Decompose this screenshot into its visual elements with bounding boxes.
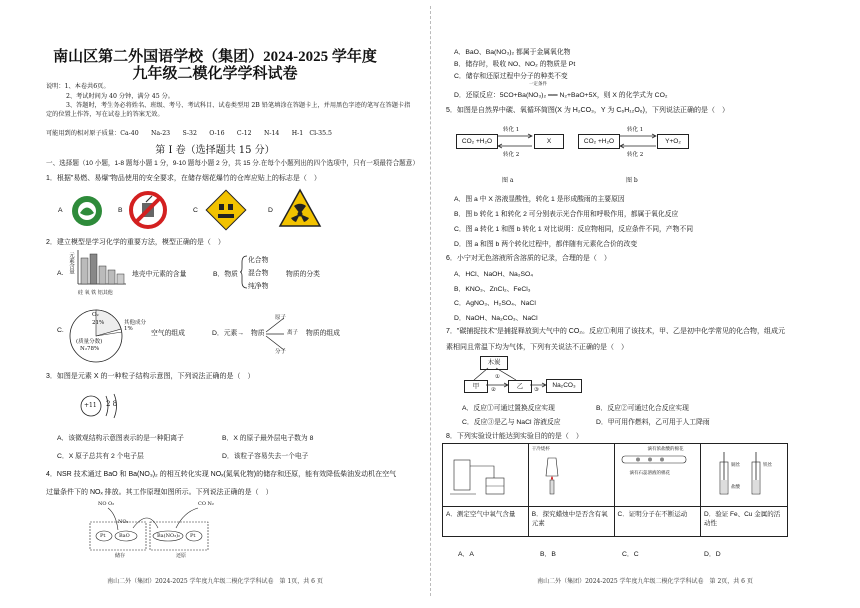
q6-option-c[interactable]: C．AgNO₃、H₂SO₄、NaCl: [454, 300, 536, 307]
q3-option-d[interactable]: D．该粒子容易失去一个电子: [222, 453, 309, 460]
q3-shells: 2 8: [106, 400, 118, 408]
q5-a-caption: 图 a: [502, 177, 514, 184]
q6-option-b[interactable]: B．KNO₃、ZnCl₂、FeCl₃: [454, 286, 531, 293]
q2-a-label[interactable]: A.: [57, 270, 64, 277]
q4-condition: 一定条件: [529, 82, 547, 87]
q4-nsr-diagram: [88, 500, 218, 560]
q8-cell-a: A．测定空气中氧气含量: [443, 507, 529, 537]
q8-cell-d: D．验证 Fe、Cu 金属的活动性: [701, 507, 788, 537]
q2-a-xticks: 硅 氧 铁 铝其他: [78, 290, 113, 296]
atomic-masses: 可能用到的相对原子质量：Ca-40 Na-23 S-32 O-16 C-12 N-14 H-1 Cl-35.5: [46, 130, 332, 137]
q2-c-o2: O₂: [92, 312, 99, 318]
q5-option-b[interactable]: B．图 b 转化 1 和转化 2 可分别表示光合作用和呼吸作用，都属于氧化反应: [454, 211, 679, 218]
q8-fig-label-acid: 盐酸: [731, 484, 740, 489]
q2-d-atom: 原子: [275, 315, 287, 321]
q7-r1: ①: [495, 374, 500, 380]
q7-yi-box: 乙: [508, 380, 532, 393]
right-footer: 南山二外（集团）2024-2025 学年度九年级二模化学学科试卷 第 2页，共 6 页: [537, 578, 753, 585]
q3-nucleus: +11: [84, 402, 97, 409]
q5-a-top: 转化 1: [503, 127, 520, 133]
q3-stem: 3．如图是元素 X 的一种粒子结构示意图，下列说法正确的是（ ）: [46, 373, 255, 380]
q4-fig-reduce: 还原: [176, 553, 187, 559]
q8-fig-label-litmus-cotton: 滴有石蕊溶液的棉花: [629, 470, 670, 475]
bar-other: [117, 274, 124, 284]
q6-stem: 6．小宁对无色溶液所含溶质的记录，合理的是（ ）: [446, 255, 611, 262]
q7-option-b[interactable]: B．反应②可通过化合反应实现: [596, 405, 689, 412]
q2-d-ion: 离子: [287, 330, 299, 336]
q2-a-ylabel: 元素含量: [68, 252, 74, 274]
q2-c-caption: 空气的组成: [151, 330, 185, 337]
right-page: [430, 0, 860, 608]
q2-c-label[interactable]: C.: [57, 327, 64, 334]
q7-option-a[interactable]: A．反应①可通过置换反应实现: [462, 405, 555, 412]
q5-b-caption: 图 b: [626, 177, 638, 184]
q1-sign-d[interactable]: [278, 188, 322, 228]
q4-option-a[interactable]: A．BaO、Ba(NO₃)₂ 都属于金属氧化物: [454, 49, 571, 56]
q2-c-other-pct: 1%: [124, 326, 133, 332]
q7-option-c[interactable]: C．反应③是乙与 NaCl 溶液反应: [462, 419, 561, 426]
q2-b-caption: 物质的分类: [286, 271, 320, 278]
q7-r3: ③: [534, 387, 539, 393]
q5-option-a[interactable]: A．图 a 中 X 溶液显酸性，转化 1 是形成酸雨的主要原因: [454, 196, 625, 203]
q5-b-top: 转化 1: [627, 127, 644, 133]
q2-a-bar-chart: [76, 250, 128, 288]
candle-icon: [550, 480, 554, 494]
q3-option-a[interactable]: A．该微观结构示意图表示的是一种阳离子: [57, 435, 184, 442]
bar-aluminum: [108, 270, 115, 284]
q8-answer-b[interactable]: B．B: [540, 551, 556, 558]
q8-fig-d-cell: [701, 444, 788, 507]
q3-option-b[interactable]: B．X 的原子最外层电子数为 8: [222, 435, 314, 442]
q5-a-left-box: CO₂ +H₂O: [456, 134, 498, 149]
section-title: 第 I 卷（选择题共 15 分）: [155, 145, 275, 156]
q4-fig-no2: NO₂: [118, 519, 129, 525]
left-footer: 南山二外（集团）2024-2025 学年度九年级二模化学学科试卷 第 1页，共 6 页: [107, 578, 323, 585]
q4-fig-right: CO N₂: [198, 501, 214, 507]
q4-option-d[interactable]: D．还原反应：5CO+Ba(NO₃)₂ ══ N₂+BaO+5X，则 X 的化学式为 CO₂: [454, 92, 668, 99]
q5-b-bottom: 转化 2: [627, 152, 644, 158]
q2-stem: 2．建立模型是学习化学的重要方法，模型正确的是（ ）: [46, 239, 225, 246]
q4-fig-pt-right: Pt: [190, 533, 196, 539]
q8-fig-a: [446, 446, 516, 502]
q4-fig-no: NO O₂: [98, 501, 115, 507]
exam-title-line1: 南山区第二外国语学校（集团）2024-2025 学年度: [53, 49, 377, 65]
q8-fig-b-cell: [528, 444, 614, 507]
q5-b-right-box: Y+O₂: [657, 134, 689, 149]
q5-b-left-box: CO₂ +H₂O: [578, 134, 620, 149]
q5-a-bottom: 转化 2: [503, 152, 520, 158]
q7-stem-1: 7．"碳捕捉技术"是捕捉释放到大气中的 CO₂。反应①利用了该技术，甲、乙是初中化学常见的化合物，组成元: [446, 328, 786, 335]
q8-fig-label-iron: 铁丝: [763, 462, 772, 467]
q5-option-d[interactable]: D．图 a 和图 b 两个转化过程中，都伴随有元素化合价的改变: [454, 241, 638, 248]
q7-charcoal-box: 木炭: [480, 356, 508, 370]
q7-r2: ②: [491, 387, 496, 393]
q8-fig-c: [618, 452, 694, 468]
q7-na2co3-box: Na₂CO₃: [546, 379, 582, 393]
corrosive-icon: [206, 190, 246, 230]
q8-fig-label-copper: 铜丝: [731, 462, 740, 467]
q2-c-o2-pct: 21%: [92, 320, 105, 326]
q1-sign-b[interactable]: [128, 190, 168, 230]
q4-fig-bao: BaO: [119, 533, 130, 539]
q4-option-b[interactable]: B．储存时，吸收 NO、NO₂ 的物质是 Pt: [454, 61, 576, 68]
q4-fig-pt: Pt: [100, 533, 106, 539]
q7-option-d[interactable]: D．甲可用作燃料，乙可用于人工降雨: [596, 419, 710, 426]
q8-answer-c[interactable]: C．C: [622, 551, 639, 558]
q8-answer-d[interactable]: D．D: [704, 551, 721, 558]
q2-d-label[interactable]: D．元素→: [212, 330, 245, 337]
note-3: 3、答题时，考生务必将姓名、班级、考号、考试科目、试卷类型用 2B 铅笔填涂在答题卡上，并用黑色字迹的笔写在答题卡指定的位置上作答，写在试卷上的答案无效。: [46, 102, 411, 118]
q8-answer-a[interactable]: A．A: [458, 551, 474, 558]
section-desc: 一、选择题（10 小题，1-8 题每小题 1 分，9-10 题每小题 2 分，共 15 分.在每个小题列出的四个选项中，只有一项最符合题意）: [46, 160, 419, 167]
q3-option-c[interactable]: C．X 原子总共有 2 个电子层: [57, 453, 144, 460]
q8-table: [442, 443, 788, 537]
q5-a-right-box: X: [534, 134, 564, 149]
bar-oxygen: [90, 254, 97, 284]
q2-c-n2: N₂78%: [80, 346, 100, 352]
bar-iron: [99, 266, 106, 284]
q8-cell-c: C．证明分子在不断运动: [614, 507, 701, 537]
q6-option-a[interactable]: A．HCl、NaOH、Na₂SO₄: [454, 271, 534, 278]
q2-b-item-3: 纯净物: [248, 283, 269, 290]
exam-title-line2: 九年级二模化学学科试卷: [132, 66, 298, 82]
q2-d-substance: 物质: [251, 330, 265, 337]
q2-b-label[interactable]: B．物质: [213, 271, 238, 278]
q1-option-d-label[interactable]: D: [268, 207, 273, 214]
q8-fig-label-hcl-cotton: 滴有浓盐酸的棉花: [647, 446, 684, 451]
note-2: 2、考试时间为 40 分钟，满分 45 分。: [66, 93, 174, 100]
q8-fig-a-cell: [443, 444, 529, 507]
q4-option-c[interactable]: C．储存和还原过程中分子的种类不变: [454, 73, 568, 80]
q4-stem-1: 4．NSR 技术通过 BaO 和 Ba(NO₃)₂ 的相互转化实现 NOₓ(氮氧化物)的储存和还原，能有效降低柴油发动机在空气: [46, 471, 397, 478]
q8-fig-c-cell: [614, 444, 701, 507]
q4-stem-2: 过量条件下的 NOₓ 排放。其工作原理如图所示。下列说法正确的是（ ）: [46, 489, 273, 496]
q1-sign-c[interactable]: [204, 188, 248, 232]
q8-fig-label-cold-beaker: 干冷烧杯: [531, 446, 550, 451]
q2-b-item-1: 化合物: [248, 257, 269, 264]
q8-fig-d: [704, 446, 784, 502]
q1-option-b-label[interactable]: B: [118, 207, 123, 214]
q4-fig-bano3: Ba(NO₃)₂: [157, 533, 181, 539]
glass-tube-icon: [622, 456, 686, 463]
q1-sign-a[interactable]: [70, 194, 104, 228]
q1-option-c-label[interactable]: C: [193, 207, 198, 214]
q5-stem: 5．如图是自然界中碳、氧循环简图(X 为 H₂CO₃，Y 为 C₆H₁₂O₆)，下列说法正确的是（ ）: [446, 107, 729, 114]
q4-fig-store: 储存: [115, 553, 126, 559]
q1-stem: 1．根据"易燃、易爆"物品使用的安全要求，在储存烟花爆竹的仓库应贴上的标志是（ ）: [46, 175, 321, 182]
note-1: 说明：1、本卷共6页。: [46, 83, 110, 90]
q1-option-a-label[interactable]: A: [58, 207, 63, 214]
q8-fig-b: [532, 452, 602, 498]
q2-b-brace: [240, 254, 248, 290]
bar-silicon: [81, 258, 88, 284]
q2-c-other: 其他成分: [124, 320, 147, 326]
q8-stem: 8．下列实验设计能达到实验目的的是（ ）: [446, 433, 583, 440]
q7-stem-2: 素相同且常温下均为气体，下列有关说法不正确的是（ ）: [446, 344, 628, 351]
q6-option-d[interactable]: D．NaOH、Na₂CO₃、NaCl: [454, 315, 538, 322]
q2-d-molecule: 分子: [275, 349, 287, 355]
q7-arrows: [460, 366, 550, 400]
q8-cell-b: B．探究蜡烛中是否含有氧元素: [528, 507, 614, 537]
q2-a-caption: 地壳中元素的含量: [132, 271, 187, 278]
q2-d-caption: 物质的组成: [306, 330, 340, 337]
q7-jia-box: 甲: [464, 380, 488, 393]
q2-c-mass: (质量分数): [76, 339, 103, 345]
q2-b-item-2: 混合物: [248, 270, 269, 277]
q5-option-c[interactable]: C．图 a 转化 1 和图 b 转化 1 对比说明：反应物相同，反应条件不同，产物不同: [454, 226, 694, 233]
